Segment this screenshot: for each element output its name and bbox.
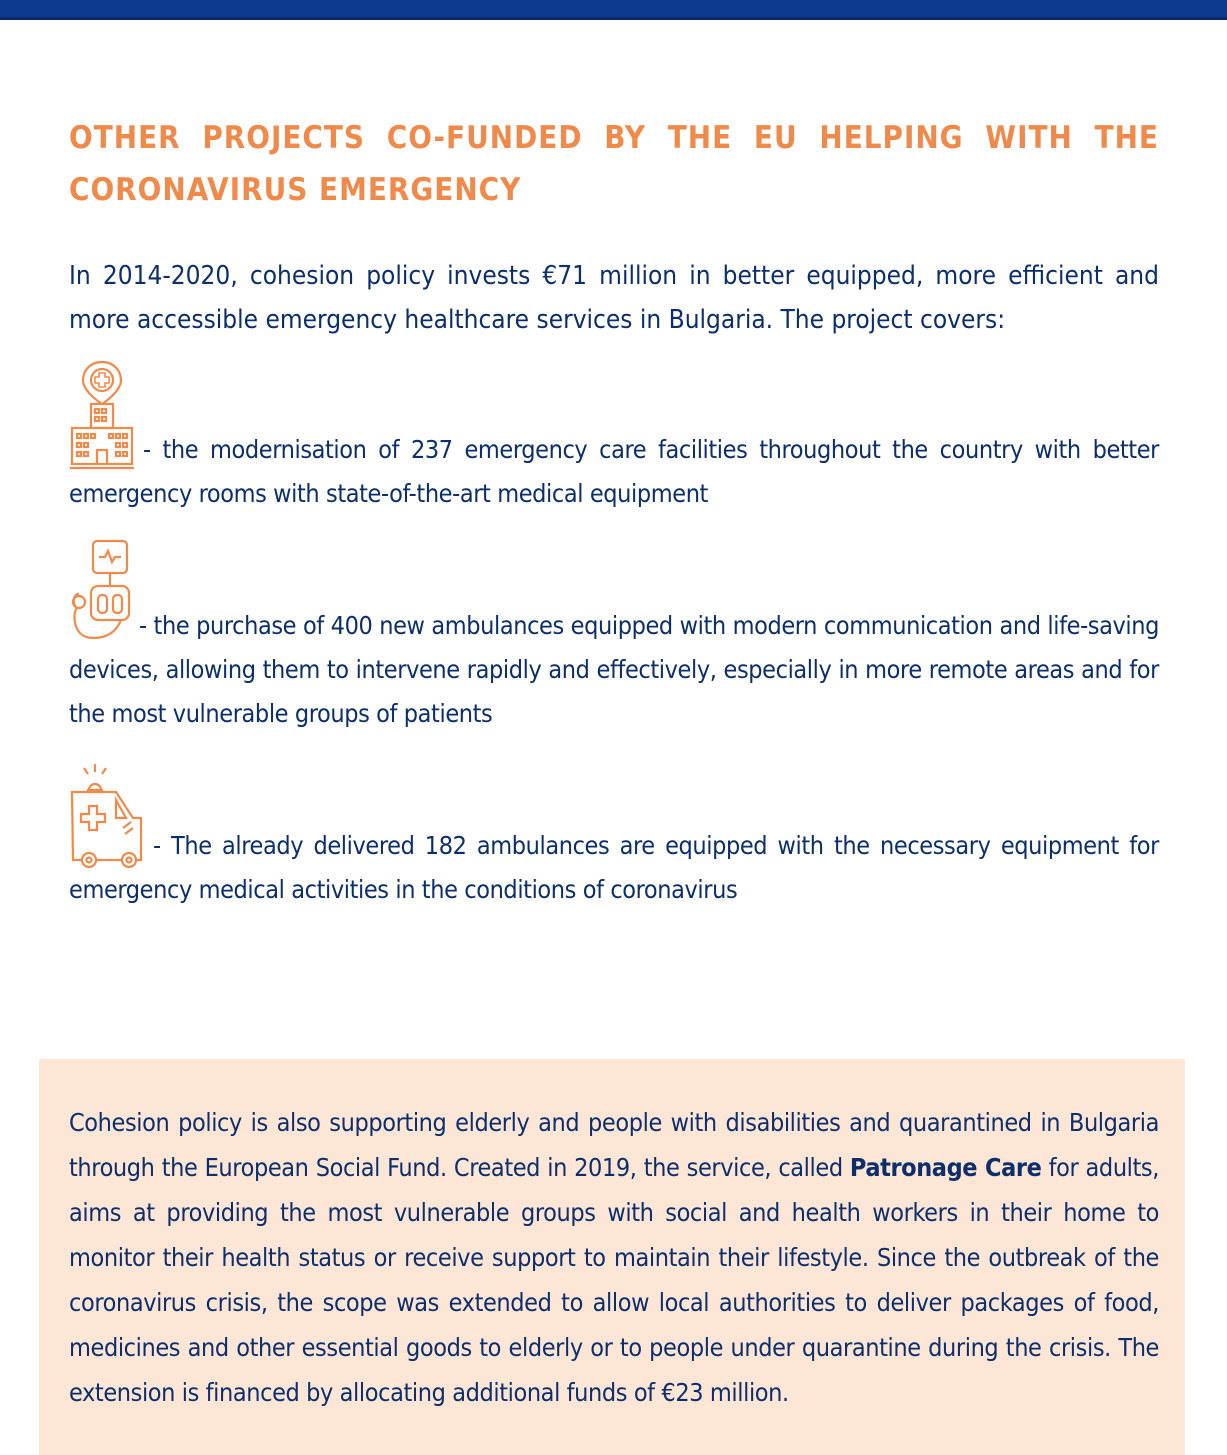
hospital-icon — [69, 360, 135, 472]
section-heading: OTHER PROJECTS CO-FUNDED BY THE EU HELPING WITH THE CORONAVIRUS EMERGENCY — [69, 120, 1159, 208]
info-text-part-2: for adults, aims at providing the most vulnerable groups with social and health workers in their home to monitor their health status or receive support to maintain their lifestyle. Since the outbreak of the coronavirus crisis, the scope was extended to allow local authorities to deliver packages of food, medicines and other essential goods to elderly or to people under quarantine during the crisis. The extension is financed by allocating additional funds of €23 million. — [69, 1153, 1159, 1407]
patronage-care-highlight: Patronage Care — [849, 1153, 1042, 1182]
list-item — [69, 360, 1159, 516]
info-box — [39, 1059, 1185, 1455]
list-item — [69, 762, 1159, 912]
top-bar — [0, 0, 1227, 20]
item-text: - the purchase of 400 new ambulances equipped with modern communication and life-saving devices, allowing them to intervene rapidly and effectively, especially in more remote areas and for the most vulnerable groups of patients — [69, 611, 1159, 728]
item-text: - the modernisation of 237 emergency care facilities throughout the country with better emergency rooms with state-of-the-art medical equipment — [69, 435, 1159, 508]
info-box-text — [69, 1100, 1159, 1415]
item-text: - The already delivered 182 ambulances are equipped with the necessary equipment for emergency medical activities in the conditions of coronavirus — [69, 831, 1159, 904]
intro-paragraph: In 2014-2020, cohesion policy invests €71 million in better equipped, more efficient and more accessible emergency healthcare services in Bulgaria. The project covers: — [69, 261, 1159, 335]
medical-device-icon — [69, 538, 131, 648]
ambulance-icon — [69, 762, 145, 868]
info-text-part-1: Cohesion policy is also supporting elderly and people with disabilities and quarantined in Bulgaria through the European Social Fund. Created in 2019, the service, called — [69, 1108, 1159, 1182]
list-item — [69, 538, 1159, 736]
